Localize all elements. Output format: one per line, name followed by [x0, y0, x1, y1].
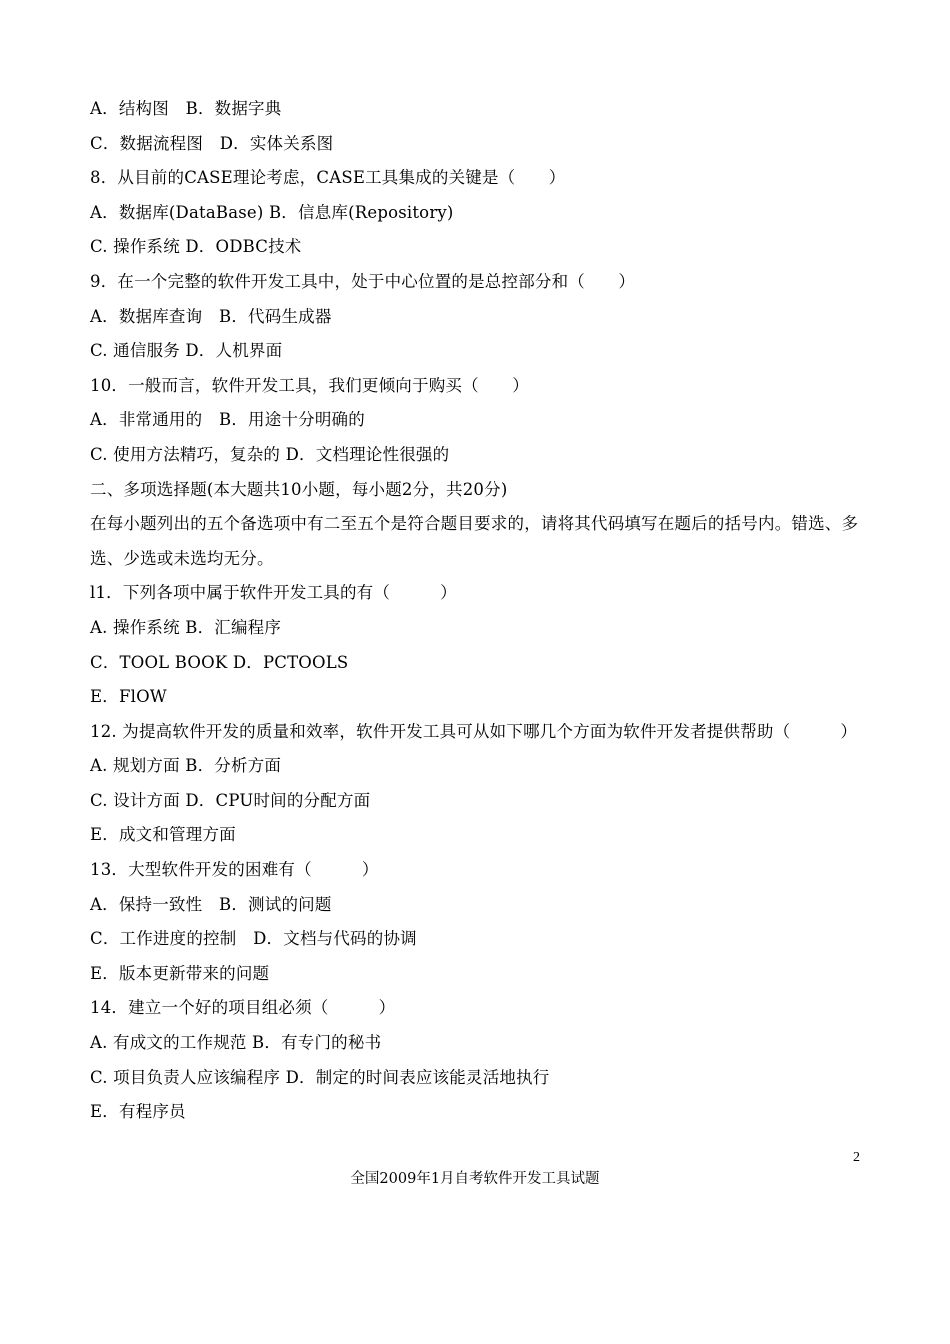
question-8: 8．从目前的CASE理论考虑，CASE工具集成的关键是（ ）: [90, 168, 566, 188]
option-line: A．保持一致性 B．测试的问题: [90, 894, 332, 914]
option-line: C. 设计方面 D．CPU时间的分配方面: [90, 790, 371, 810]
option-line: C. 使用方法精巧，复杂的 D．文档理论性很强的: [90, 444, 450, 464]
option-line: C. 项目负责人应该编程序 D．制定的时间表应该能灵活地执行: [90, 1067, 550, 1087]
question-11: l1．下列各项中属于软件开发工具的有（ ）: [90, 583, 457, 603]
option-line: A. 规划方面 B．分析方面: [90, 756, 282, 776]
option-line: E．成文和管理方面: [90, 825, 236, 845]
option-line: E．FlOW: [90, 687, 167, 707]
option-line: C．工作进度的控制 D．文档与代码的协调: [90, 929, 417, 949]
question-9: 9．在一个完整的软件开发工具中，处于中心位置的是总控部分和（ ）: [90, 271, 636, 291]
question-12: 12. 为提高软件开发的质量和效率，软件开发工具可从如下哪几个方面为软件开发者提供帮助（ ）: [90, 721, 858, 741]
page-number: 2: [853, 1150, 860, 1165]
page-footer: 全国2009年1月自考软件开发工具试题: [350, 1171, 600, 1187]
option-line: A．非常通用的 B．用途十分明确的: [90, 410, 365, 430]
option-line: E．版本更新带来的问题: [90, 963, 270, 983]
option-line: E．有程序员: [90, 1102, 186, 1122]
option-line: A．结构图 B．数据字典: [90, 99, 282, 118]
option-line: C. 通信服务 D．人机界面: [90, 341, 283, 361]
section-instructions: 在每小题列出的五个备选项中有二至五个是符合题目要求的，请将其代码填写在题后的括号内。错选、多选、少选或未选均无分。: [90, 514, 859, 568]
option-line: C．TOOL BOOK D．PCTOOLS: [90, 652, 349, 672]
option-line: A．数据库查询 B．代码生成器: [90, 306, 332, 326]
question-10: 10．一般而言，软件开发工具，我们更倾向于购买（ ）: [90, 375, 529, 395]
section-heading: 二、多项选择题(本大题共10小题，每小题2分，共20分): [90, 479, 508, 499]
option-line: A. 有成文的工作规范 B．有专门的秘书: [90, 1033, 382, 1053]
option-line: A. 操作系统 B．汇编程序: [90, 617, 282, 637]
question-13: 13．大型软件开发的困难有（ ）: [90, 860, 379, 880]
option-line: A．数据库(DataBase) B．信息库(Repository): [90, 202, 454, 222]
option-line: C．数据流程图 D．实体关系图: [90, 133, 334, 153]
document-body: [90, 92, 880, 1130]
question-14: 14．建立一个好的项目组必须（ ）: [90, 998, 396, 1018]
option-line: C. 操作系统 D．ODBC技术: [90, 237, 302, 257]
